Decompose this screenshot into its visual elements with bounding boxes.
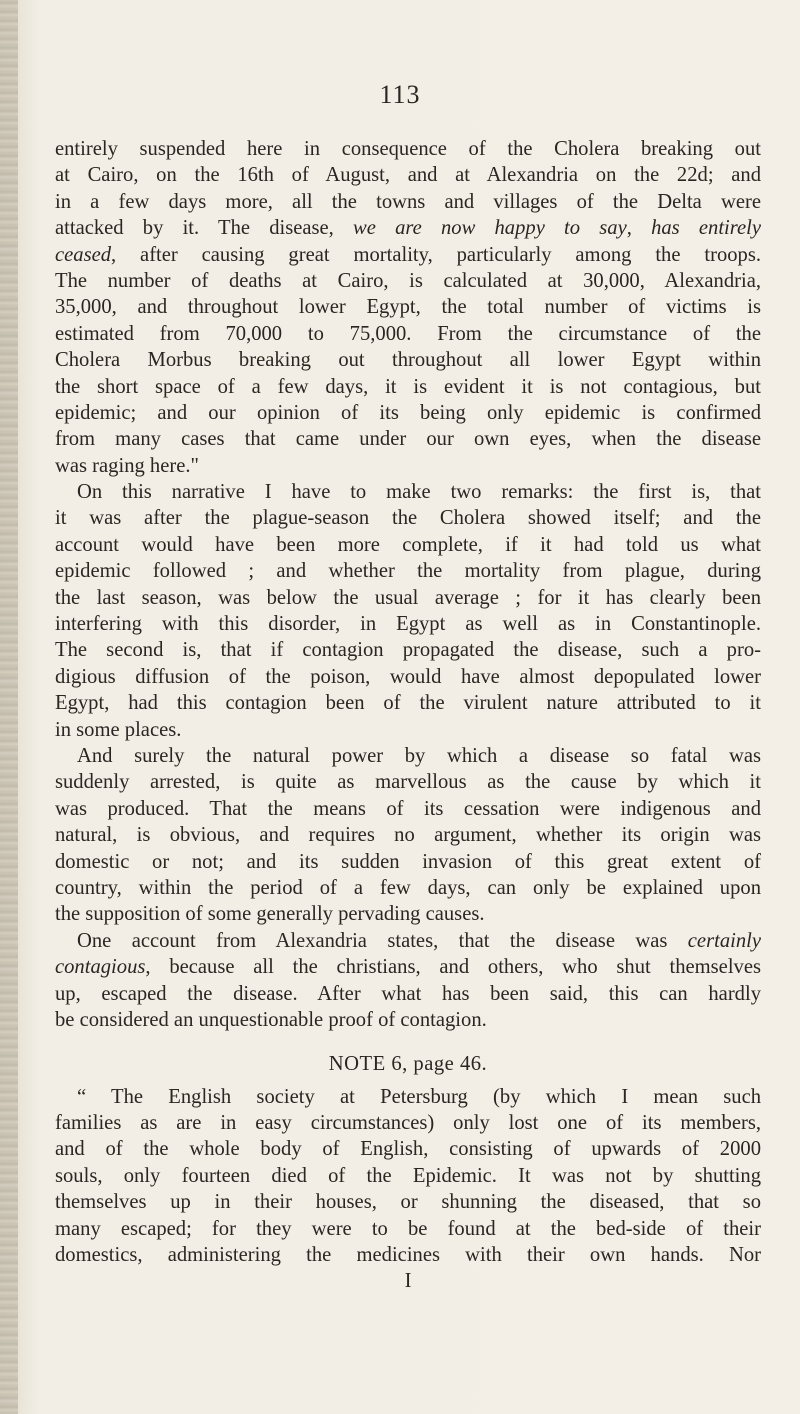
text-line: it was after the plague-season the Cholera showed itself; and the [55, 507, 761, 530]
text-line: interfering with this disorder, in Egypt as well as in Constantinople. [55, 613, 761, 636]
text-line: “ The English society at Petersburg (by which I mean such [77, 1085, 761, 1108]
text-line: Egypt, had this contagion been of the virulent nature attributed to it [55, 692, 761, 715]
text-line: The number of deaths at Cairo, is calculated at 30,000, Alexandria, [55, 269, 761, 292]
text-line: account would have been more complete, if it had told us what [55, 533, 761, 556]
text-line: natural, is obvious, and requires no argument, whether its origin was [55, 824, 761, 847]
text-line: from many cases that came under our own eyes, when the disease [55, 428, 761, 451]
binding-edge [0, 0, 18, 1414]
text-line: and of the whole body of English, consisting of upwards of 2000 [55, 1138, 761, 1161]
text-line: in a few days more, all the towns and villages of the Delta were [55, 190, 761, 213]
text-line: contagious, because all the christians, and others, who shut themselves [55, 956, 761, 979]
text-line: estimated from 70,000 to 75,000. From the circumstance of the [55, 322, 761, 345]
note-heading: NOTE 6, page 46. [328, 1053, 488, 1076]
text-line: themselves up in their houses, or shunning the diseased, that so [55, 1191, 761, 1214]
page-number: 113 [379, 80, 421, 109]
text-line: Cholera Morbus breaking out throughout all lower Egypt within [55, 349, 761, 372]
text-line: domestic or not; and its sudden invasion of this great extent of [55, 850, 761, 873]
text-line: domestics, administering the medicines with their own hands. Nor [55, 1244, 761, 1267]
body-text [55, 136, 761, 1295]
text-line: ceased, after causing great mortality, particularly among the troops. [55, 243, 761, 266]
text-line: was produced. That the means of its cessation were indigenous and [55, 797, 761, 820]
text-line: epidemic; and our opinion of its being only epidemic is confirmed [55, 401, 761, 424]
text-line: was raging here." [55, 454, 199, 477]
text-line: be considered an unquestionable proof of contagion. [55, 1008, 487, 1031]
text-line: And surely the natural power by which a disease so fatal was [77, 744, 761, 767]
text-line: country, within the period of a few days, can only be explained upon [55, 876, 761, 899]
text-line: many escaped; for they were to be found at the bed-side of their [55, 1217, 761, 1240]
text-line: The second is, that if contagion propagated the disease, such a pro- [55, 639, 761, 662]
text-line: at Cairo, on the 16th of August, and at Alexandria on the 22d; and [55, 164, 761, 187]
signature-letter: I [404, 1270, 412, 1293]
text-line: On this narrative I have to make two remarks: the first is, that [77, 481, 761, 504]
text-line: One account from Alexandria states, that the disease was certainly [77, 929, 761, 952]
text-line: digious diffusion of the poison, would have almost depopulated lower [55, 665, 761, 688]
text-line: entirely suspended here in consequence of the Cholera breaking out [55, 138, 761, 160]
text-line: families as are in easy circumstances) only lost one of its members, [55, 1112, 761, 1135]
text-line: 35,000, and throughout lower Egypt, the total number of victims is [55, 296, 761, 319]
text-line: in some places. [55, 718, 182, 741]
text-line: the last season, was below the usual average ; for it has clearly been [55, 586, 761, 609]
text-line: epidemic followed ; and whether the mortality from plague, during [55, 560, 761, 583]
text-line: the supposition of some generally pervading causes. [55, 903, 485, 926]
text-line: souls, only fourteen died of the Epidemic. It was not by shutting [55, 1164, 761, 1187]
text-line: up, escaped the disease. After what has been said, this can hardly [55, 982, 761, 1005]
text-line: attacked by it. The disease, we are now happy to say, has entirely [55, 217, 762, 240]
text-line: the short space of a few days, it is evident it is not contagious, but [55, 375, 761, 398]
text-line: suddenly arrested, is quite as marvellous as the cause by which it [55, 771, 761, 794]
